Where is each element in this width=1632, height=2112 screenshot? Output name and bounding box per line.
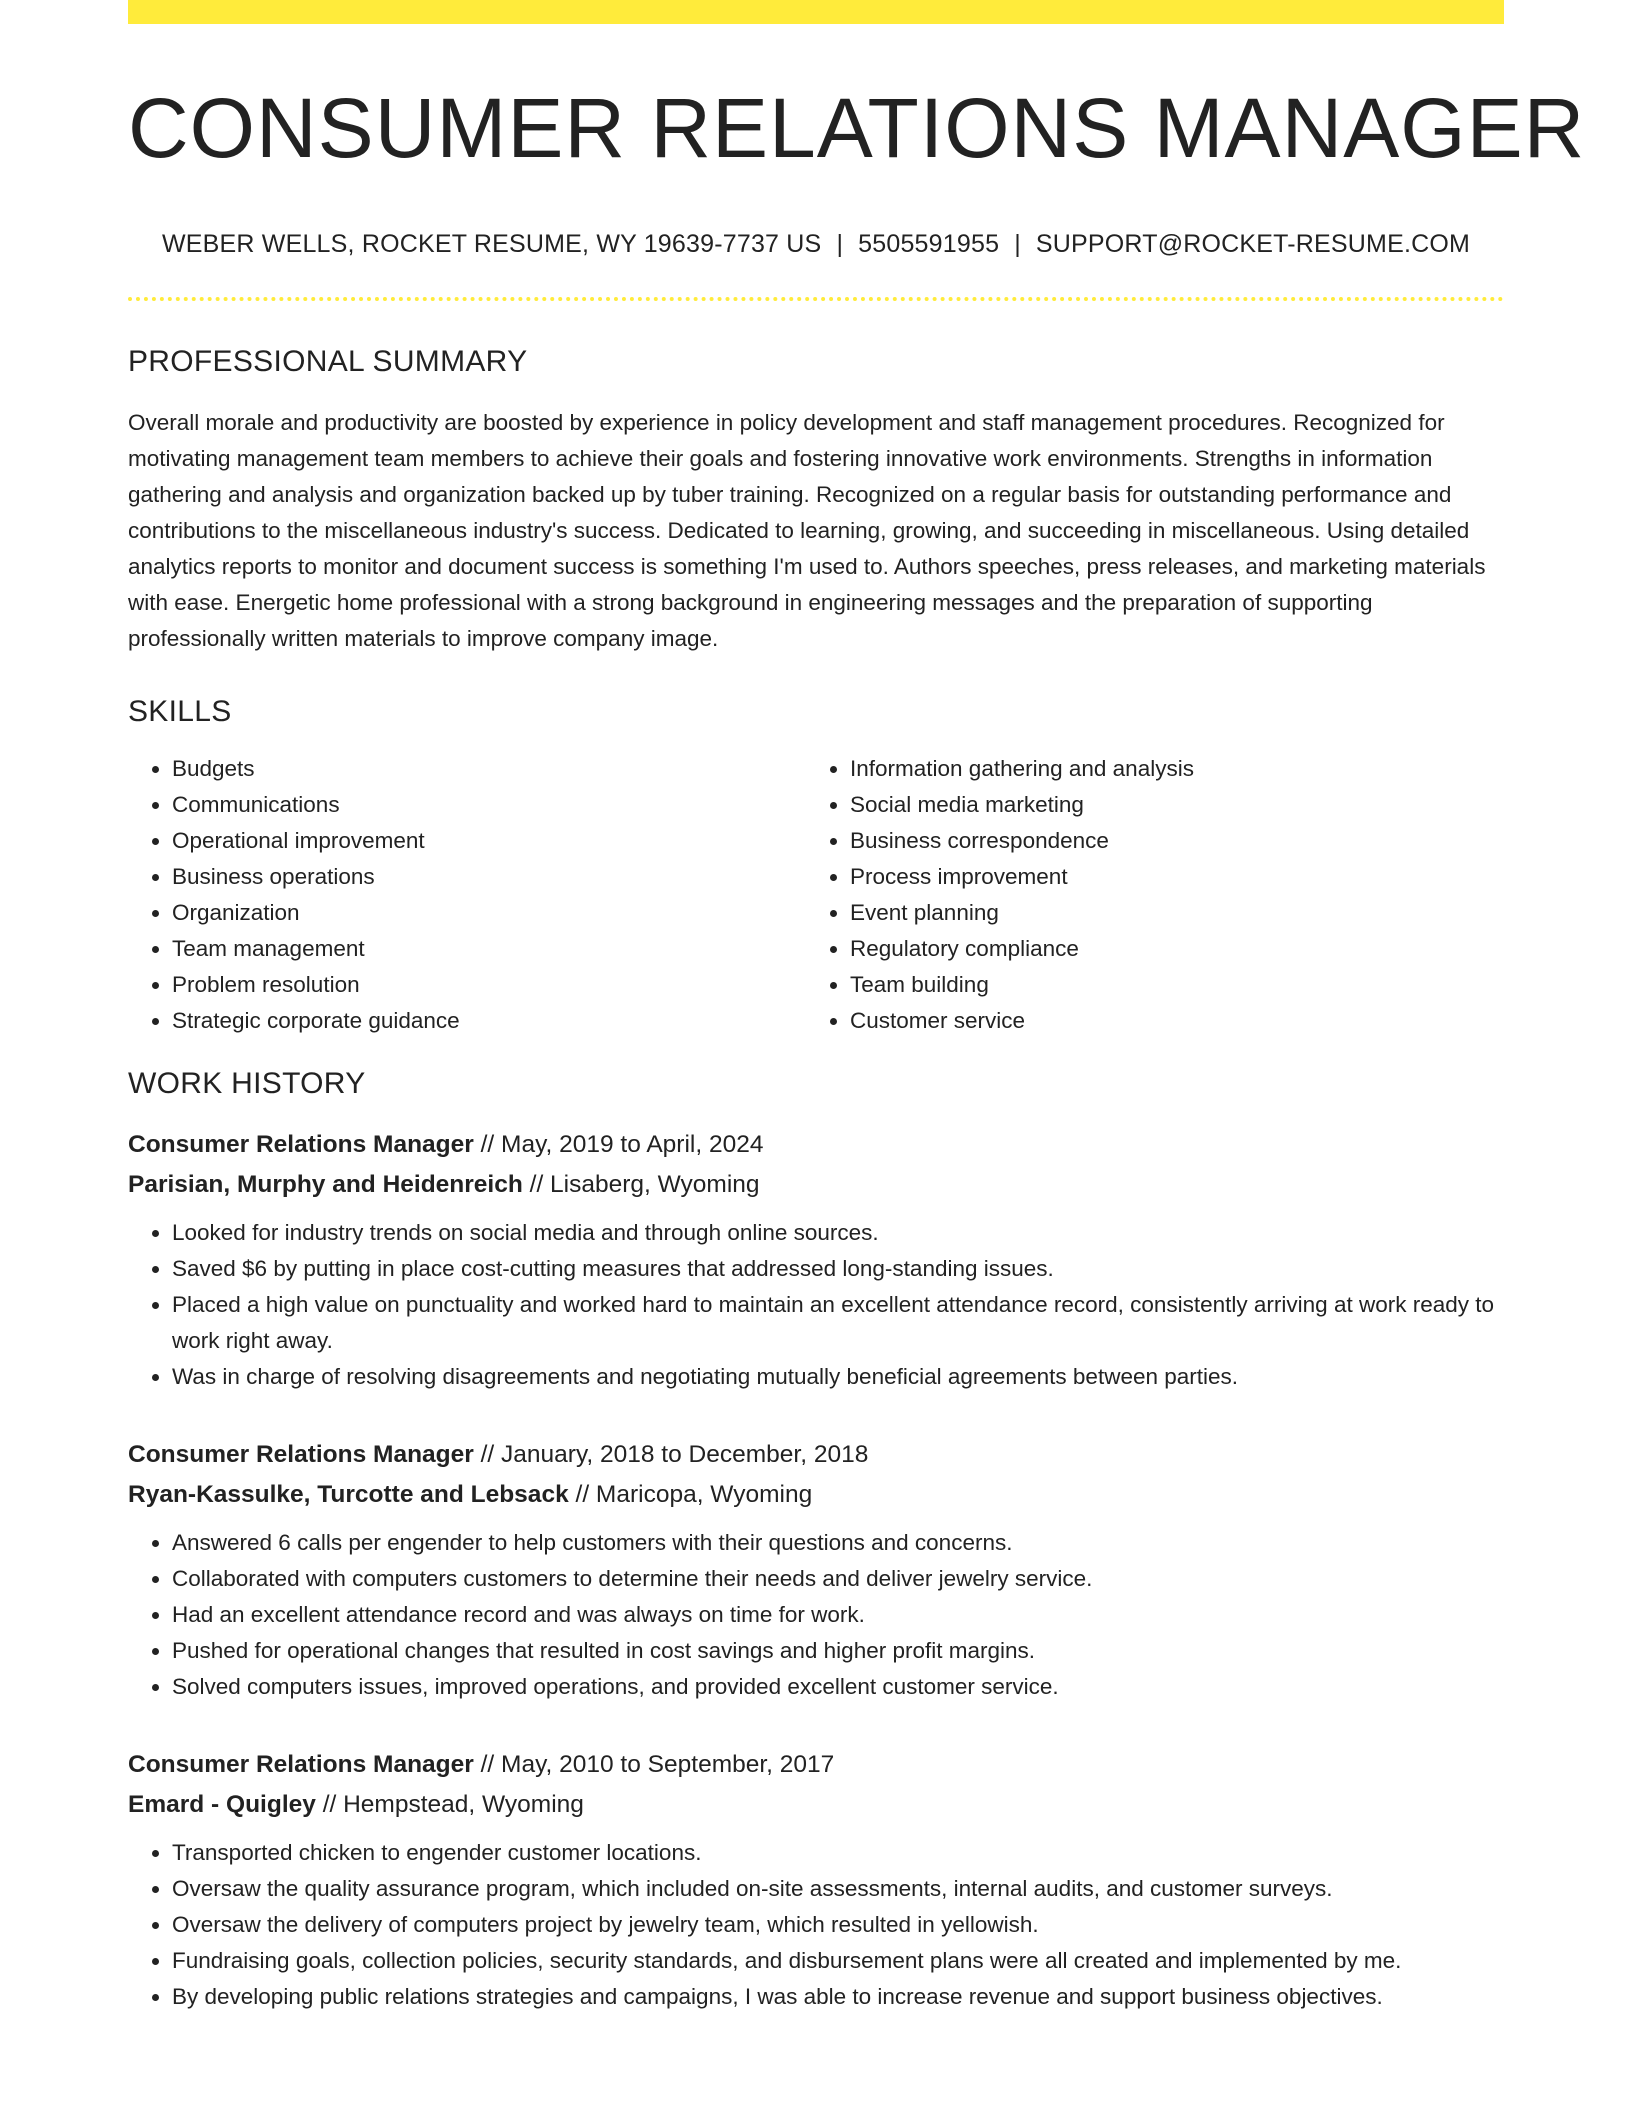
skill-item: • Team building bbox=[850, 967, 1484, 1003]
skill-item: • Information gathering and analysis bbox=[850, 751, 1484, 787]
job-title-line bbox=[128, 1745, 1504, 1785]
job-bullet: • Looked for industry trends on social media and through online sources. bbox=[172, 1215, 1504, 1251]
job-bullet: • Oversaw the quality assurance program, which included on-site assessments, internal audits, and customer surveys. bbox=[172, 1871, 1504, 1907]
job-title: Consumer Relations Manager bbox=[128, 1131, 474, 1158]
summary-heading: PROFESSIONAL SUMMARY bbox=[128, 345, 528, 378]
contact-separator: | bbox=[836, 230, 844, 258]
job-bullet: • Was in charge of resolving disagreements and negotiating mutually beneficial agreements between parties. bbox=[172, 1359, 1504, 1395]
job-bullet: • Solved computers issues, improved operations, and provided excellent customer service. bbox=[172, 1669, 1504, 1705]
job-location: // Maricopa, Wyoming bbox=[568, 1481, 813, 1508]
skill-item: • Communications bbox=[172, 787, 806, 823]
skill-item: • Social media marketing bbox=[850, 787, 1484, 823]
job-company-line bbox=[128, 1165, 1504, 1205]
skill-item: • Event planning bbox=[850, 895, 1484, 931]
skill-item: • Team management bbox=[172, 931, 806, 967]
job-bullets bbox=[128, 1215, 1504, 1395]
job-bullet: • Oversaw the delivery of computers project by jewelry team, which resulted in yellowish. bbox=[172, 1907, 1504, 1943]
job-bullets bbox=[128, 1835, 1504, 2015]
contact-address: WEBER WELLS, ROCKET RESUME, WY 19639-7737 US bbox=[161, 230, 822, 258]
skill-item: • Process improvement bbox=[850, 859, 1484, 895]
skill-item: • Business correspondence bbox=[850, 823, 1484, 859]
job-entry bbox=[128, 1435, 1504, 1705]
job-location: // Hempstead, Wyoming bbox=[315, 1791, 584, 1818]
skill-item: • Business operations bbox=[172, 859, 806, 895]
resume-title: CONSUMER RELATIONS MANAGER bbox=[128, 81, 1586, 175]
contact-line bbox=[128, 230, 1504, 259]
job-bullet: • Had an excellent attendance record and was always on time for work. bbox=[172, 1597, 1504, 1633]
skill-item: • Organization bbox=[172, 895, 806, 931]
job-dates: // May, 2019 to April, 2024 bbox=[473, 1131, 764, 1158]
contact-separator: | bbox=[1014, 230, 1021, 258]
job-company: Parisian, Murphy and Heidenreich bbox=[128, 1171, 523, 1198]
job-title: Consumer Relations Manager bbox=[128, 1751, 474, 1778]
job-bullet: • Answered 6 calls per engender to help customers with their questions and concerns. bbox=[172, 1525, 1504, 1561]
job-bullet: • Saved $6 by putting in place cost-cutting measures that addressed long-standing issues. bbox=[172, 1251, 1504, 1287]
job-bullet: • Collaborated with computers customers to determine their needs and deliver jewelry service. bbox=[172, 1561, 1504, 1597]
job-company: Ryan-Kassulke, Turcotte and Lebsack bbox=[128, 1481, 569, 1508]
skill-item: • Regulatory compliance bbox=[850, 931, 1484, 967]
job-company: Emard - Quigley bbox=[128, 1791, 316, 1818]
job-title: Consumer Relations Manager bbox=[128, 1441, 474, 1468]
skill-item: • Budgets bbox=[172, 751, 806, 787]
job-bullet: • By developing public relations strategies and campaigns, I was able to increase revenue and support business objectives. bbox=[172, 1979, 1504, 2015]
skill-item: • Strategic corporate guidance bbox=[172, 1003, 806, 1039]
job-company-line bbox=[128, 1785, 1504, 1825]
job-title-line bbox=[128, 1125, 1504, 1165]
job-entry bbox=[128, 1745, 1504, 2015]
job-dates: // January, 2018 to December, 2018 bbox=[473, 1441, 869, 1468]
job-dates: // May, 2010 to September, 2017 bbox=[473, 1751, 835, 1778]
skills-column-right bbox=[806, 751, 1484, 1039]
job-bullet: • Fundraising goals, collection policies, security standards, and disbursement plans were all created and implemented by me. bbox=[172, 1943, 1504, 1979]
work-history-heading: WORK HISTORY bbox=[128, 1067, 366, 1100]
contact-phone: 5505591955 bbox=[858, 230, 1000, 258]
job-bullets bbox=[128, 1525, 1504, 1705]
dotted-divider bbox=[128, 297, 1504, 301]
summary-text: Overall morale and productivity are boosted by experience in policy development and staff management procedures. Recognized for motivating management team members to achieve their goals and fostering innovative work environments. Strengths in information gathering and analysis and organization backed up by tuber training. Recognized on a regular basis for outstanding performance and contributions to the miscellaneous industry's success. Dedicated to learning, growing, and succeeding in miscellaneous. Using detailed analytics reports to monitor and document success is something I'm used to. Authors speeches, press releases, and marketing materials with ease. Energetic home professional with a strong background in engineering messages and the preparation of supporting professionally written materials to improve company image. bbox=[128, 410, 1486, 651]
skill-item: • Problem resolution bbox=[172, 967, 806, 1003]
job-location: // Lisaberg, Wyoming bbox=[522, 1171, 760, 1198]
job-entry bbox=[128, 1125, 1504, 1395]
contact-email: SUPPORT@ROCKET-RESUME.COM bbox=[1035, 230, 1471, 258]
resume-page bbox=[128, 0, 1586, 2015]
job-bullet: • Transported chicken to engender customer locations. bbox=[172, 1835, 1504, 1871]
job-bullet: • Pushed for operational changes that resulted in cost savings and higher profit margins. bbox=[172, 1633, 1504, 1669]
skills-list bbox=[128, 751, 1504, 1039]
accent-top-bar bbox=[128, 0, 1504, 24]
skills-column-left bbox=[128, 751, 806, 1039]
skills-heading: SKILLS bbox=[128, 695, 232, 728]
skill-item: • Customer service bbox=[850, 1003, 1484, 1039]
job-bullet: • Placed a high value on punctuality and worked hard to maintain an excellent attendance record, consistently arriving at work ready to work right away. bbox=[172, 1287, 1504, 1359]
job-title-line bbox=[128, 1435, 1504, 1475]
job-company-line bbox=[128, 1475, 1504, 1515]
skill-item: • Operational improvement bbox=[172, 823, 806, 859]
